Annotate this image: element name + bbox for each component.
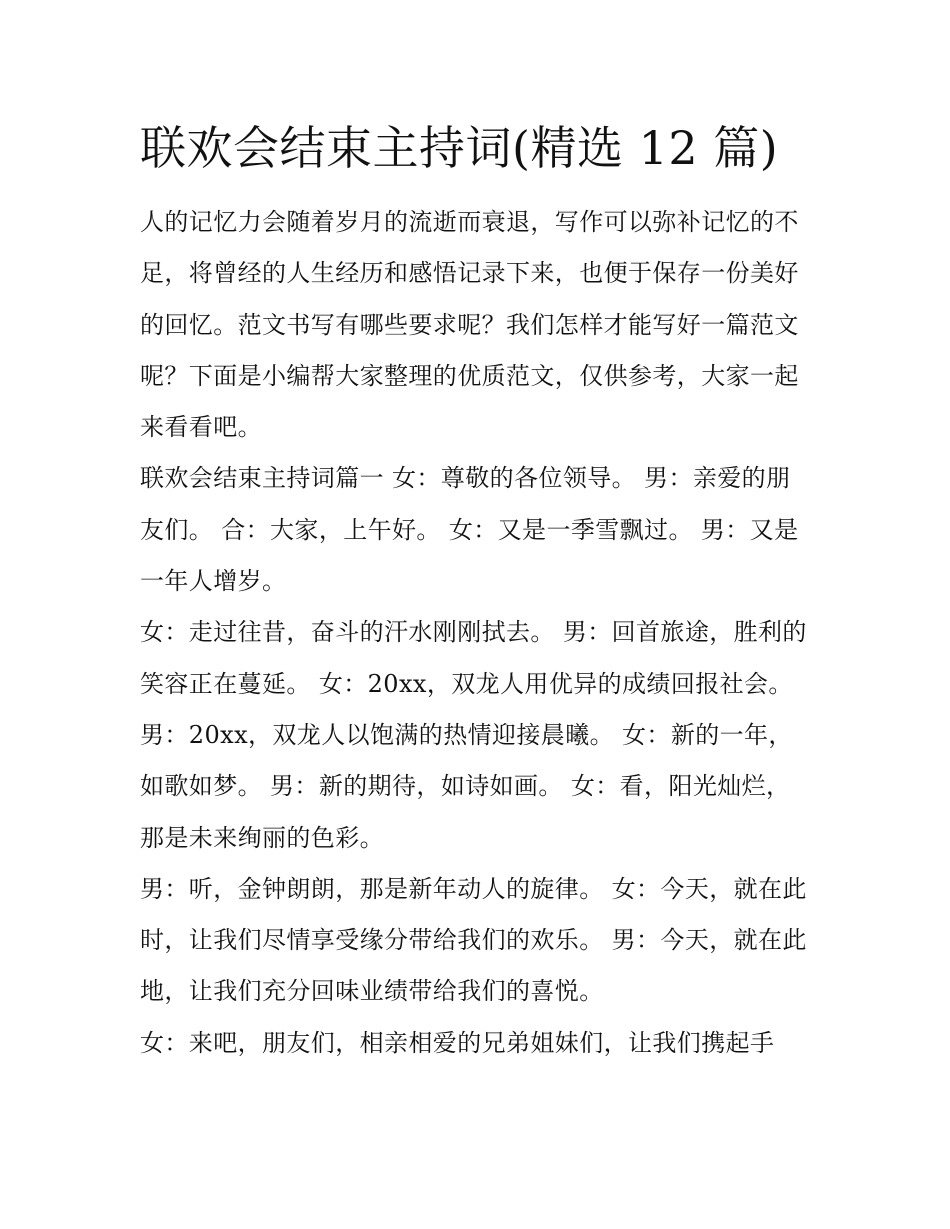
body-paragraph: 联欢会结束主持词篇一 女：尊敬的各位领导。 男：亲爱的朋友们。 合：大家，上午好。 女：又是一季雪飘过。 男：又是一年人增岁。 — [140, 464, 799, 596]
intro-paragraph: 人的记忆力会随着岁月的流逝而衰退，写作可以弥补记忆的不足，将曾经的人生经历和感悟记录下来，也便于保存一份美好的回忆。范文书写有哪些要求呢？我们怎样才能写好一篇范文呢？下面是小编帮大家整理的优质范文，仅供参考，大家一起来看看吧。 — [140, 208, 799, 442]
document-body — [140, 197, 812, 1069]
document-title: 联欢会结束主持词(精选 12 篇) — [140, 121, 779, 175]
body-paragraph: 女：走过往昔，奋斗的汗水刚刚拭去。 男：回首旅途，胜利的笑容正在蔓延。 女：20xx，双龙人用优异的成绩回报社会。 — [140, 618, 807, 698]
body-paragraph: 男：20xx，双龙人以饱满的热情迎接晨曦。 女：新的一年，如歌如梦。 男：新的期待，如诗如画。 女：看，阳光灿烂，那是未来绚丽的色彩。 — [140, 720, 793, 852]
body-paragraph: 女：来吧，朋友们，相亲相爱的兄弟姐妹们，让我们携起手 — [140, 1028, 775, 1057]
body-paragraph: 男：听，金钟朗朗，那是新年动人的旋律。 女：今天，就在此时，让我们尽情享受缘分带给我们的欢乐。 男：今天，就在此地，让我们充分回味业绩带给我们的喜悦。 — [140, 874, 807, 1006]
